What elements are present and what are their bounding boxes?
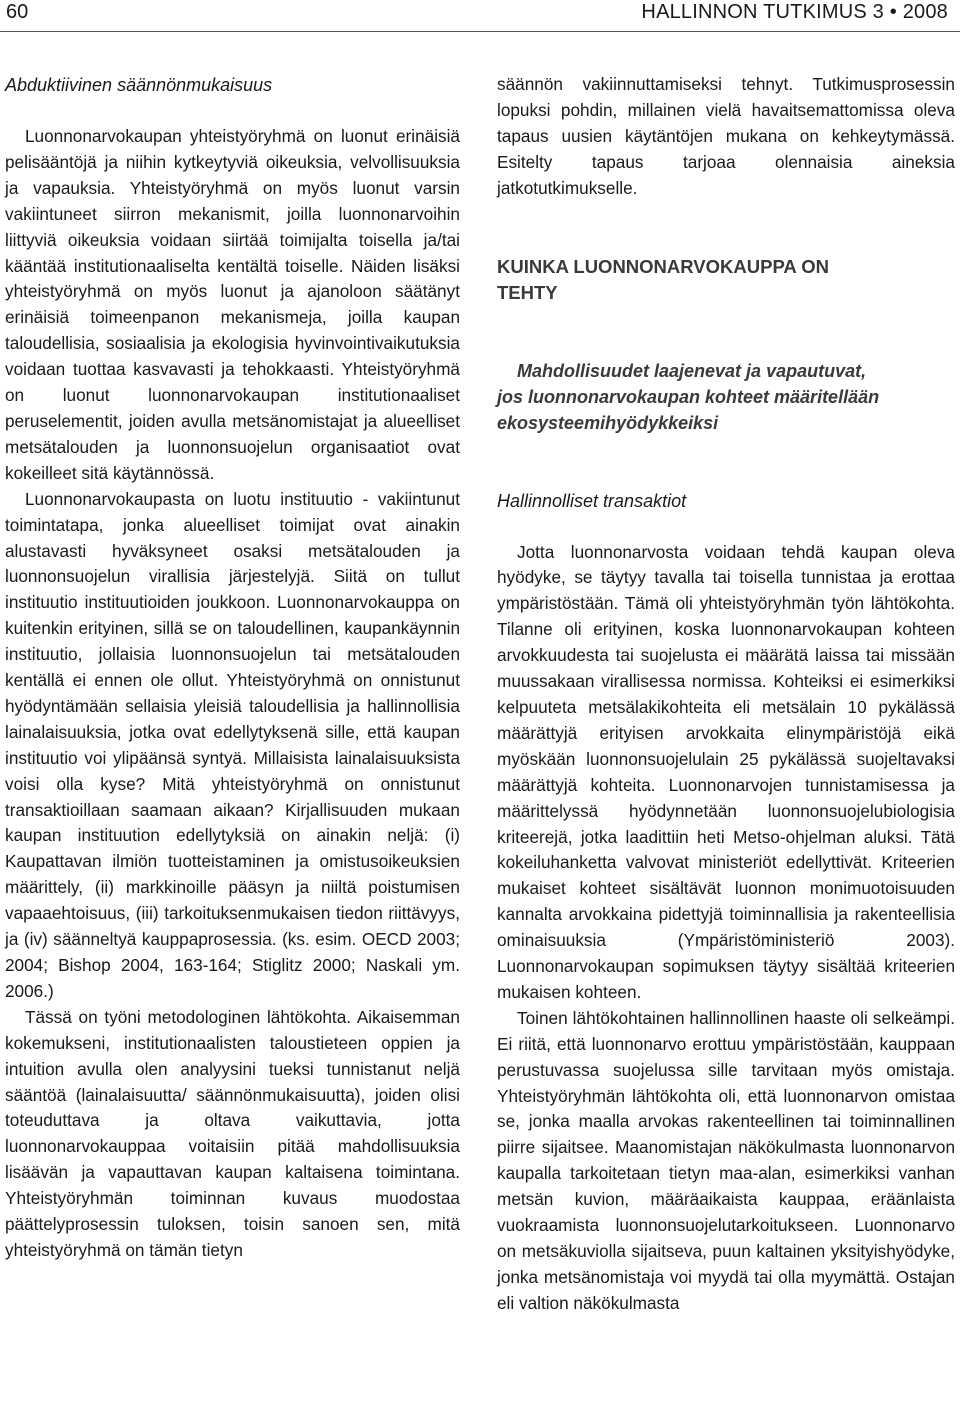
- paragraph: Tässä on työni metodologinen lähtökohta. Aikaisemman kokemukseni, institutionaalisten taloustieteen oppien ja intuition avulla olen analyysini tueksi tunnistanut neljä sääntöä (lainalaisuutta/ säännönmukaisuutta), joiden olisi toteuduttava ja oltava vaikuttavia, jotta luonnonarvokauppaa voitaisiin pitää mahdollisuuksia lisäävän ja vapauttavan kaupan kaltaisena toimintana. Yhteistyöryhmän toiminnan kuvaus muodostaa päättelyprosessin tuloksen, toisin sanoen sen, mitä yhteistyöryhmä on tämän tietyn: [5, 1006, 460, 1260]
- spacer: [497, 462, 955, 488]
- lead-text: [497, 358, 955, 436]
- lead-line: ekosysteemihyödykkeiksi: [497, 412, 719, 433]
- lead-line: jos luonnonarvokaupan kohteet määritellään: [497, 386, 880, 407]
- subsection-title: Hallinnolliset transaktiot: [497, 490, 687, 511]
- right-column: [497, 72, 955, 1317]
- paragraph: Luonnonarvokaupan yhteistyöryhmä on luonut erinäisiä pelisääntöjä ja niihin kytkeytyviä oikeuksia, velvollisuuksia ja vapauksia. Yhteistyöryhmä on myös luonut varsin vakiintuneet siirron mekanismit, joilla luonnonarvoihin liittyviä oikeuksia voidaan siirtää toimijalta toisella ja/tai kääntää institutionaaliselta kentältä toiselle. Näiden lisäksi yhteistyöryhmä on myös luonut ja ajanoloon säätänyt erinäisiä toimeenpanon mekanismeja, joilla kaupan taloudellisia, sosiaalisia ja ekologisia hyvinvointivaikutuksia voidaan tuottaa kasvavasti ja tehokkaasti. Yhteistyöryhmä on luonut luonnonarvokaupan institutionaaliset peruselementit, joiden avulla metsänomistajat ja alueelliset metsätalouden ja luonnonsuojelun organisaatiot ovat kokeilleet sitä käytännössä.: [5, 126, 460, 483]
- spacer: [497, 306, 955, 332]
- paragraph: Luonnonarvokaupasta on luotu instituutio - vakiintunut toimintatapa, jonka alueelliset toimijat ovat ainakin alustavasti hyväksyneet osaksi metsätalouden ja luonnonsuojelun virallisia järjestelyjä. Siitä on tullut instituutio instituutioiden joukkoon. Luonnonarvokauppa on kuitenkin erityinen, sillä se on taloudellinen, kaupankäynnin instituutio, jollaisia luonnonsuojelun tai metsätalouden kentällä ei ennen ole ollut. Yhteistyöryhmä on onnistunut hyödyntämään sellaisia yleisiä taloudellisia ja hallinnollisia lainalaisuuksia, jotka ovat edellytyksenä sille, että kaupan instituutio voi ylipäänsä syntyä. Millaisista lainalaisuuksista voisi olla kyse? Mitä yhteistyöryhmä on onnistunut transaktioillaan saamaan aikaan? Kirjallisuuden mukaan kaupan instituution edellytyksiä on ainakin neljä: (i) Kaupattavan ilmiön tuotteistaminen ja omistusoikeuksien määrittely, (ii) markkinoille pääsyn ja niiltä poistumisen vapaaehtoisuus, (iii) tarkoituksenmukaisen tiedon riittävyys, ja (iv) säänneltyä kauppaprosessia. (ks. esim. OECD 2003; 2004; Bishop 2004, 163-164; Stiglitz 2000; Naskali ym. 2006.): [5, 488, 460, 1001]
- spacer: [497, 202, 955, 228]
- chapter-heading-line: KUINKA LUONNONARVOKAUPPA ON: [497, 255, 829, 277]
- spacer: [497, 228, 955, 254]
- paragraph: Toinen lähtökohtainen hallinnollinen haaste oli selkeämpi. Ei riitä, että luonnonarvo erottuu ympäristöstään, kauppaan perustuvassa suojelussa sille tarvitaan myös omistaja. Yhteistyöryhmän lähtökohta oli, että luonnonarvon omistaa se, jonka maalla arvokas rakenteellinen tai toiminnallinen piirre sijaitsee. Maanomistajan näkökulmasta luonnonarvon kaupalla tarkoitetaan tietyn maa-alan, esimerkiksi vanhan metsän kuvion, määräaikaista kauppaa, eräänlaista vuokraamista luonnonsuojelutarkoitukseen. Luonnonarvo on metsäkuviolla sijaitseva, puun kaltainen yksityishyödyke, jonka metsänomistaja voi myydä tai olla myymättä. Ostajan eli valtion näkökulmasta: [497, 1007, 955, 1313]
- chapter-heading: [497, 254, 955, 306]
- paragraph-continued: säännön vakiinnuttamiseksi tehnyt. Tutkimusprosessin lopuksi pohdin, millainen vielä havaitsemattomissa oleva tapaus uusien käytäntöjen mukana on kehkeytymässä. Esitelty tapaus tarjoaa olennaisia aineksia jatkotutkimukselle.: [497, 74, 955, 198]
- journal-title: HALLINNON TUTKIMUS 3 • 2008: [641, 1, 948, 23]
- section-title: Abduktiivinen säännönmukaisuus: [5, 75, 273, 95]
- left-column: [5, 72, 460, 1264]
- spacer: [497, 514, 955, 540]
- chapter-heading-line: TEHTY: [497, 281, 558, 303]
- page-number: 60: [6, 1, 29, 23]
- spacer: [497, 436, 955, 462]
- spacer: [497, 332, 955, 358]
- paragraph: Jotta luonnonarvosta voidaan tehdä kaupan oleva hyödyke, se täytyy tavalla tai toisella tunnistaa ja erottaa ympäristöstään. Tämä oli yhteistyöryhmän työn lähtökohta. Tilanne oli erityinen, koska luonnonarvokaupan kohteen arvokkuudesta tai suojelusta ei määrätä laissa tai missään muussakaan virallisessa normissa. Kohteiksi ei esimerkiksi kelpuuteta metsälakikohteita eli metsälain 10 pykälässä määrättyjä erityisen arvokkaita elinympäristöjä eikä myöskään luonnonsuojelulain 25 pykälässä suojeltavaksi määrättyjä kohteita. Luonnonarvojen tunnistamisessa ja määrittelyssä hyödynnetään luonnonsuojelubiologisia kriteerejä, jotka laadittiin heti Metso-ohjelman aluksi. Tätä kokeiluhanketta valvovat ministeriöt edellyttivät. Kriteerien mukaiset kohteet sisältävät luonnon monimuotoisuuden kannalta arvokkaina pidettyjä toiminnallisia ja rakenteellisia ominaisuuksia (Ympäristöministeriö 2003). Luonnonarvokaupan sopimuksen täytyy sisältää kriteerien mukaisen kohteen.: [497, 541, 955, 1002]
- lead-line: Mahdollisuudet laajenevat ja vapautuvat,: [517, 360, 867, 381]
- page-header: [0, 0, 960, 27]
- spacer: [5, 98, 460, 124]
- header-divider: [0, 31, 960, 32]
